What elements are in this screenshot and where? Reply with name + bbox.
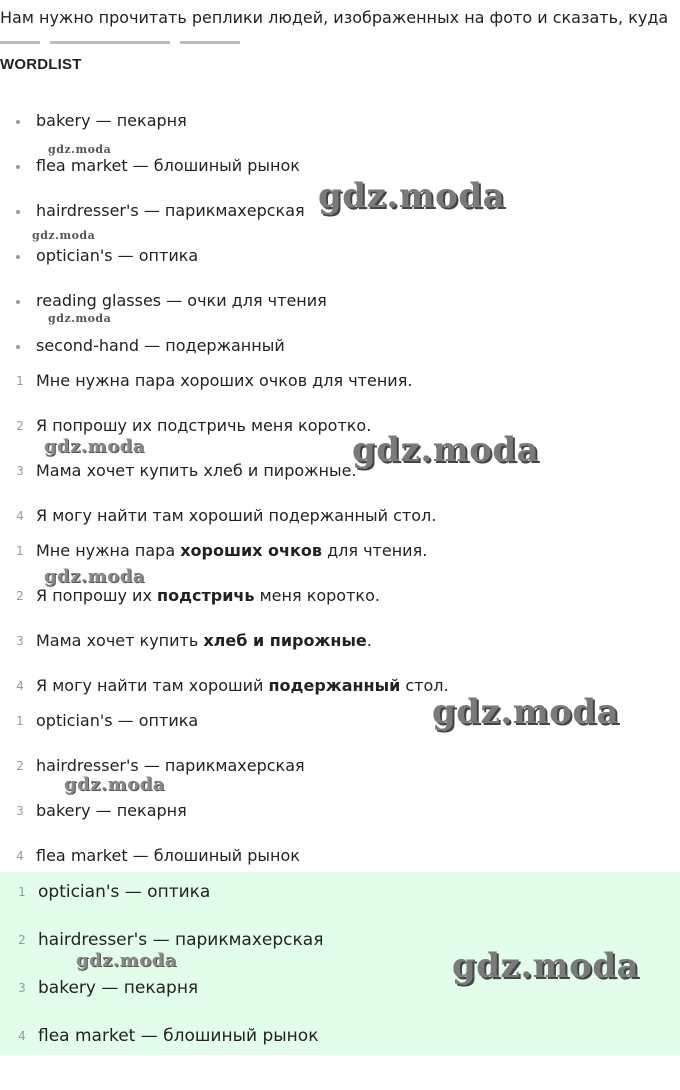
sentence-plain: для чтения. (322, 541, 428, 560)
watermark: gdz.moda (44, 436, 145, 457)
sentence-plain: Мне нужна пара (36, 541, 181, 560)
sentence-bold: подстричь (157, 586, 255, 605)
sentence-bold: хлеб и пирожные (203, 631, 367, 650)
sentence-plain: стол. (400, 676, 449, 695)
bullet-icon (16, 255, 20, 259)
watermark: gdz.moda (452, 946, 640, 986)
sentence-plain: Мама хочет купить (36, 631, 204, 650)
wordlist-title: WORDLIST (0, 56, 82, 73)
bullet-icon (16, 300, 20, 304)
watermark: gdz.moda (48, 312, 112, 325)
sentence-bold: хороших очков (180, 541, 323, 560)
sentence-plain: Я могу найти там хороший (36, 676, 269, 695)
watermark: gdz.moda (48, 143, 112, 156)
intro-text: Нам нужно прочитать реплики людей, изображенных на фото и сказать, куда (0, 8, 669, 27)
watermark: gdz.moda (432, 692, 620, 732)
bullet-icon (16, 165, 20, 169)
bullet-icon (16, 345, 20, 349)
bullet-icon (16, 120, 20, 124)
sentence-plain: меня коротко. (254, 586, 380, 605)
sentence-plain: Я попрошу их (36, 586, 158, 605)
sentence-plain: . (366, 631, 372, 650)
watermark: gdz.moda (318, 176, 506, 216)
cut-off-line (0, 38, 280, 46)
watermark: gdz.moda (352, 430, 540, 470)
bullet-icon (16, 210, 20, 214)
watermark: gdz.moda (64, 774, 165, 795)
watermark: gdz.moda (44, 566, 145, 587)
sentence-bold: подержанный (268, 676, 401, 695)
watermark: gdz.moda (76, 950, 177, 971)
watermark: gdz.moda (32, 229, 96, 242)
